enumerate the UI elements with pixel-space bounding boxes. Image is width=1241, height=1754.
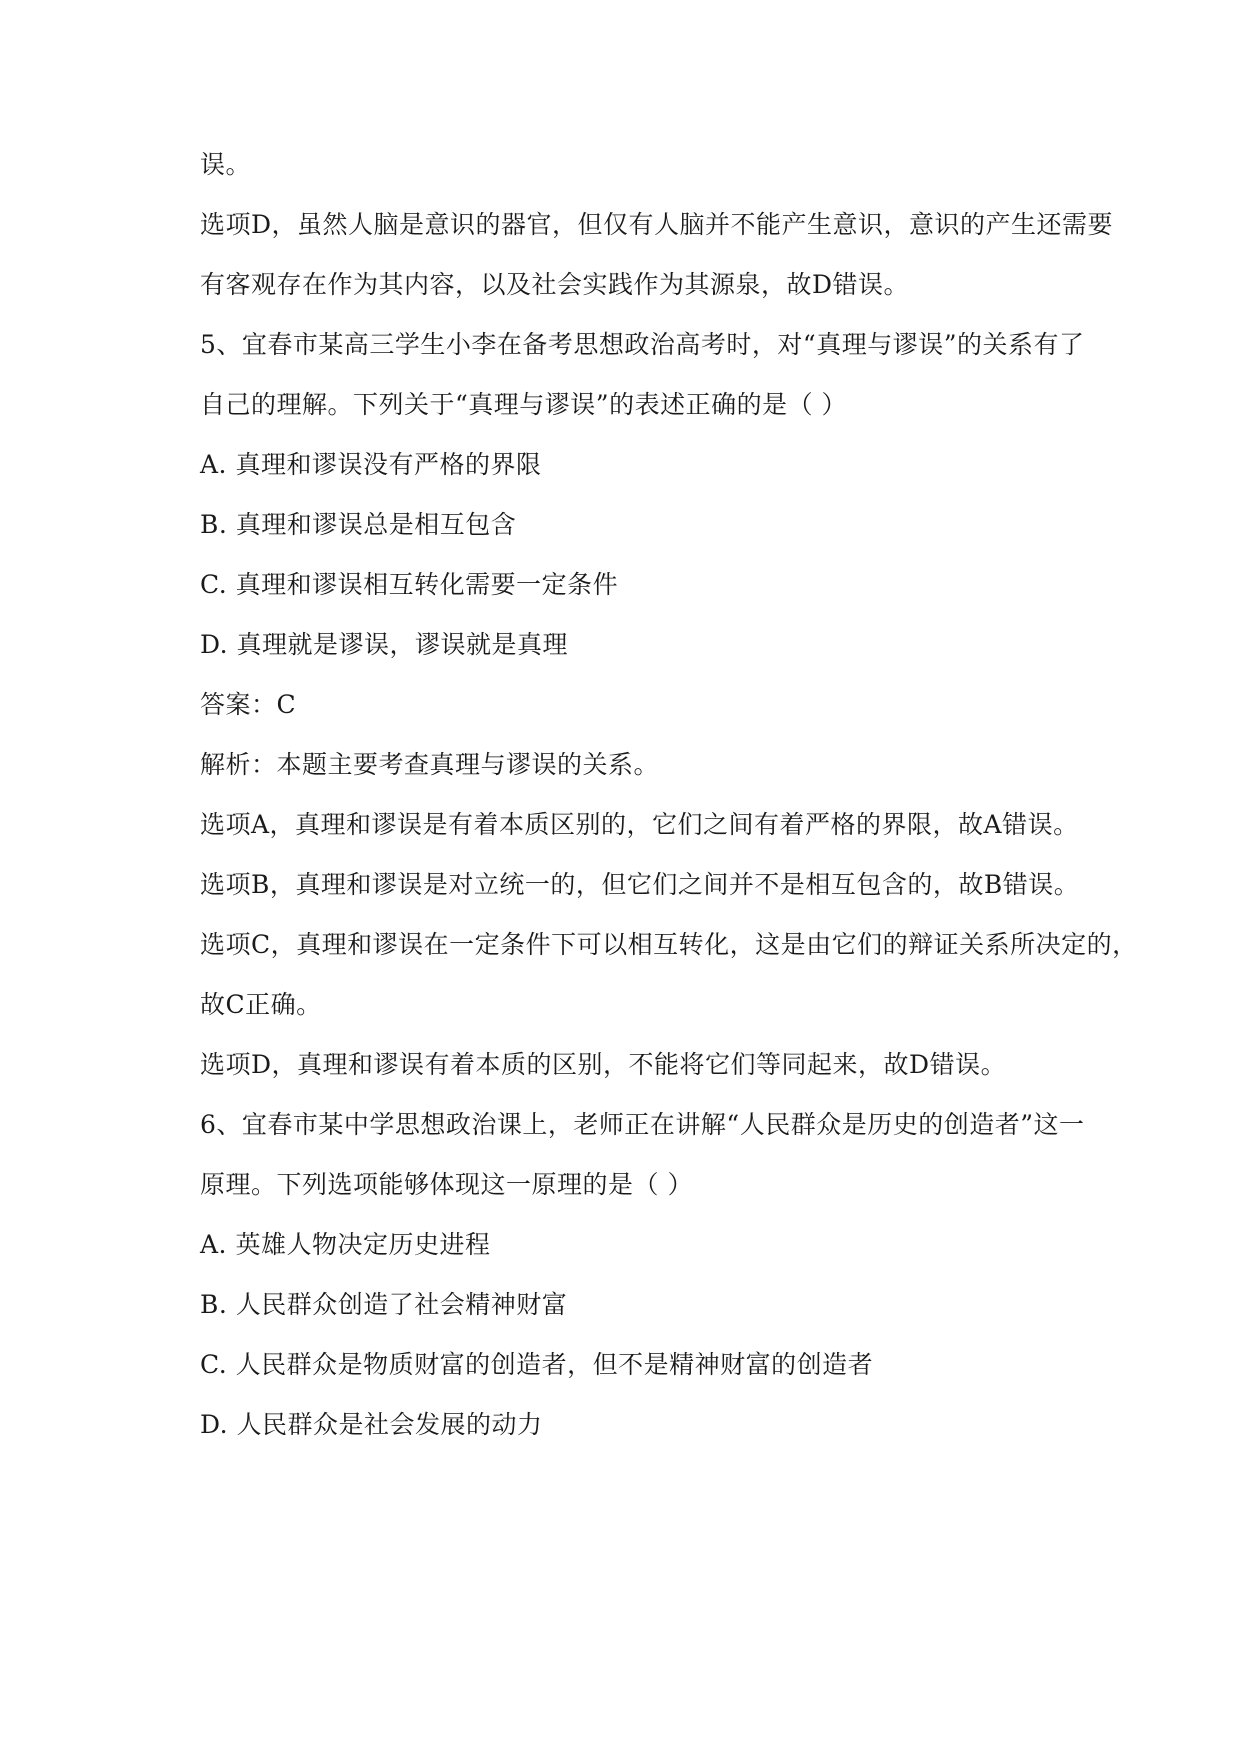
text-line: 选项D，虽然人脑是意识的器官，但仅有人脑并不能产生意识，意识的产生还需要 (200, 210, 1114, 239)
question-6-option-d: D. 人民群众是社会发展的动力 (200, 1410, 543, 1439)
analysis-line: 选项A，真理和谬误是有着本质区别的，它们之间有着严格的界限，故A错误。 (200, 810, 1079, 839)
text-line: 有客观存在作为其内容，以及社会实践作为其源泉，故D错误。 (200, 270, 910, 299)
analysis-line: 选项C，真理和谬误在一定条件下可以相互转化，这是由它们的辩证关系所决定的， (200, 930, 1138, 959)
question-5-option-c: C. 真理和谬误相互转化需要一定条件 (200, 570, 619, 599)
question-6-option-b: B. 人民群众创造了社会精神财富 (200, 1290, 568, 1319)
question-5-answer: 答案：C (200, 690, 297, 719)
question-6-option-c: C. 人民群众是物质财富的创造者，但不是精神财富的创造者 (200, 1350, 874, 1379)
question-5-analysis: 解析：本题主要考查真理与谬误的关系。 (200, 750, 660, 779)
question-6-stem: 6、宜春市某中学思想政治课上，老师正在讲解“人民群众是历史的创造者”这一 (200, 1110, 1085, 1139)
question-5-option-b: B. 真理和谬误总是相互包含 (200, 510, 517, 539)
question-5-option-d: D. 真理就是谬误，谬误就是真理 (200, 630, 569, 659)
question-5-stem: 5、宜春市某高三学生小李在备考思想政治高考时，对“真理与谬误”的关系有了 (200, 330, 1085, 359)
question-5-stem: 自己的理解。下列关于“真理与谬误”的表述正确的是（ ） (200, 390, 848, 419)
question-6-option-a: A. 英雄人物决定历史进程 (200, 1230, 491, 1259)
analysis-line: 故C正确。 (200, 990, 322, 1019)
question-6-stem: 原理。下列选项能够体现这一原理的是（ ） (200, 1170, 693, 1199)
text-line: 误。 (200, 150, 252, 179)
analysis-line: 选项D，真理和谬误有着本质的区别，不能将它们等同起来，故D错误。 (200, 1050, 1007, 1079)
analysis-line: 选项B，真理和谬误是对立统一的，但它们之间并不是相互包含的，故B错误。 (200, 870, 1080, 899)
question-5-option-a: A. 真理和谬误没有严格的界限 (200, 450, 542, 479)
